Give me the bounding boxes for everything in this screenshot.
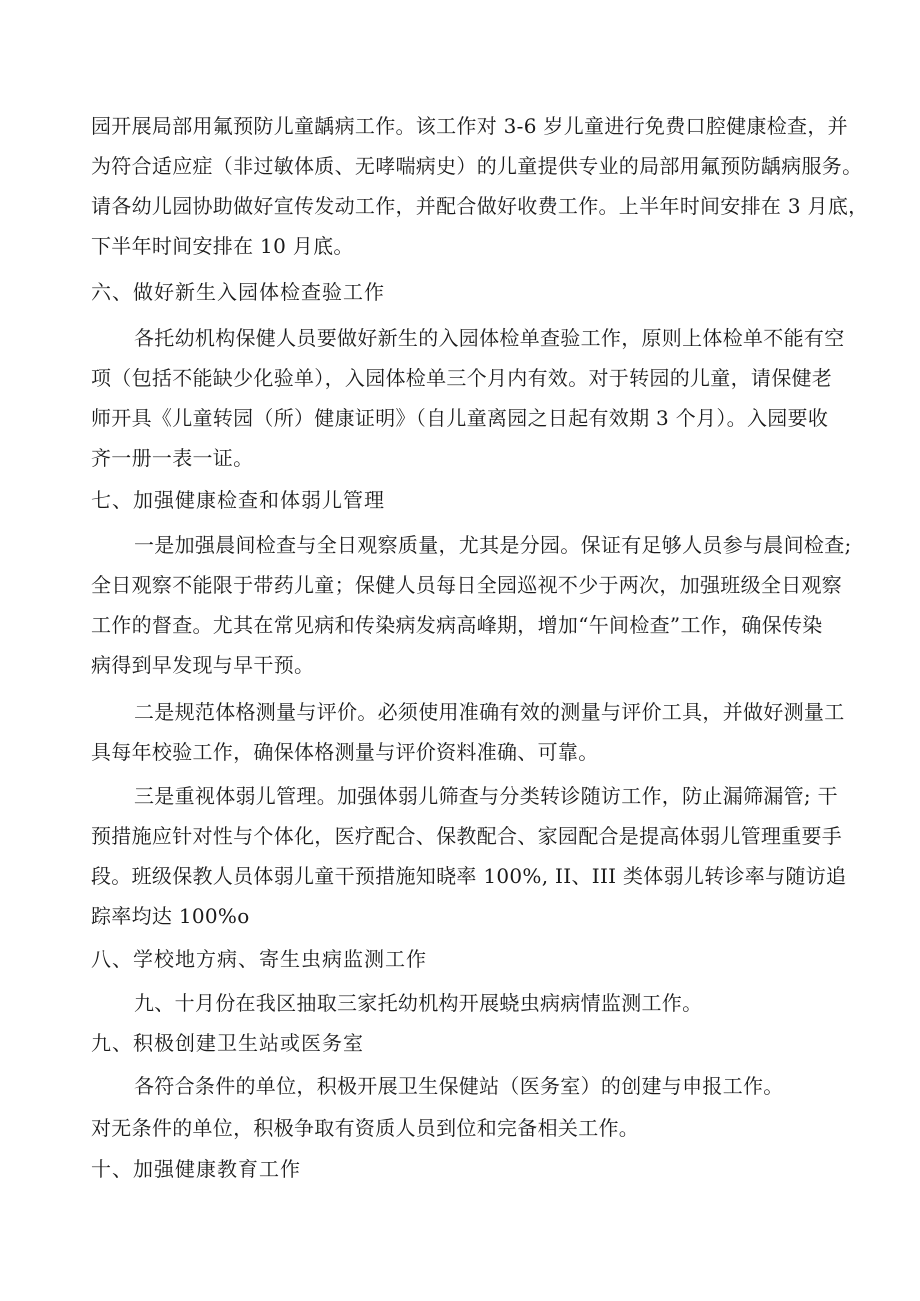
body-line: 预措施应针对性与个体化，医疗配合、保教配合、家园配合是提高体弱儿管理重要手 (91, 824, 843, 848)
body-line: 一是加强晨间检查与全日观察质量，尤其是分园。保证有足够人员参与晨间检查; (134, 533, 852, 557)
body-line: 各符合条件的单位，积极开展卫生保健站（医务室）的创建与申报工作。 (134, 1074, 784, 1098)
section-heading-10: 十、加强健康教育工作 (91, 1157, 301, 1181)
body-line: 九、十月份在我区抽取三家托幼机构开展蛲虫病病情监测工作。 (134, 991, 703, 1015)
body-line: 对无条件的单位，积极争取有资质人员到位和完备相关工作。 (91, 1116, 640, 1140)
body-line: 工作的督查。尤其在常见病和传染病发病高峰期，增加“午间检查”工作，确保传染 (91, 613, 823, 637)
section-heading-7: 七、加强健康检查和体弱儿管理 (91, 488, 385, 512)
body-line: 段。班级保教人员体弱儿童干预措施知晓率 100%, II、III 类体弱儿转诊率与随访追 (91, 864, 847, 888)
section-heading-8: 八、学校地方病、寄生虫病监测工作 (91, 947, 427, 971)
body-line: 二是规范体格测量与评价。必须使用准确有效的测量与评价工具，并做好测量工 (134, 700, 845, 724)
body-line: 园开展局部用氟预防儿童龋病工作。该工作对 3-6 岁儿童进行免费口腔健康检查，并 (91, 114, 848, 138)
body-line: 病得到早发现与早干预。 (91, 653, 315, 677)
body-line: 全日观察不能限于带药儿童；保健人员每日全园巡视不少于两次，加强班级全日观察 (91, 573, 843, 597)
body-line: 师开具《儿童转园（所）健康证明》（自儿童离园之日起有效期 3 个月）。入园要收 (91, 406, 829, 430)
body-line: 三是重视体弱儿管理。加强体弱儿筛查与分类转诊随访工作，防止漏筛漏管; 干 (134, 784, 838, 808)
body-line: 各托幼机构保健人员要做好新生的入园体检单查验工作，原则上体检单不能有空 (134, 326, 845, 350)
section-heading-9: 九、积极创建卫生站或医务室 (91, 1031, 364, 1055)
body-line: 下半年时间安排在 10 月底。 (91, 234, 354, 258)
body-line: 具每年校验工作，确保体格测量与评价资料准确、可靠。 (91, 740, 599, 764)
body-line: 为符合适应症（非过敏体质、无哮喘病史）的儿童提供专业的局部用氟预防龋病服务。 (91, 154, 863, 178)
body-line: 踪率均达 100%o (91, 904, 250, 928)
body-line: 齐一册一表一证。 (91, 446, 254, 470)
section-heading-6: 六、做好新生入园体检查验工作 (91, 280, 385, 304)
body-line: 请各幼儿园协助做好宣传发动工作，并配合做好收费工作。上半年时间安排在 3 月底， (91, 194, 869, 218)
body-line: 项（包括不能缺少化验单），入园体检单三个月内有效。对于转园的儿童，请保健老 (91, 366, 833, 390)
